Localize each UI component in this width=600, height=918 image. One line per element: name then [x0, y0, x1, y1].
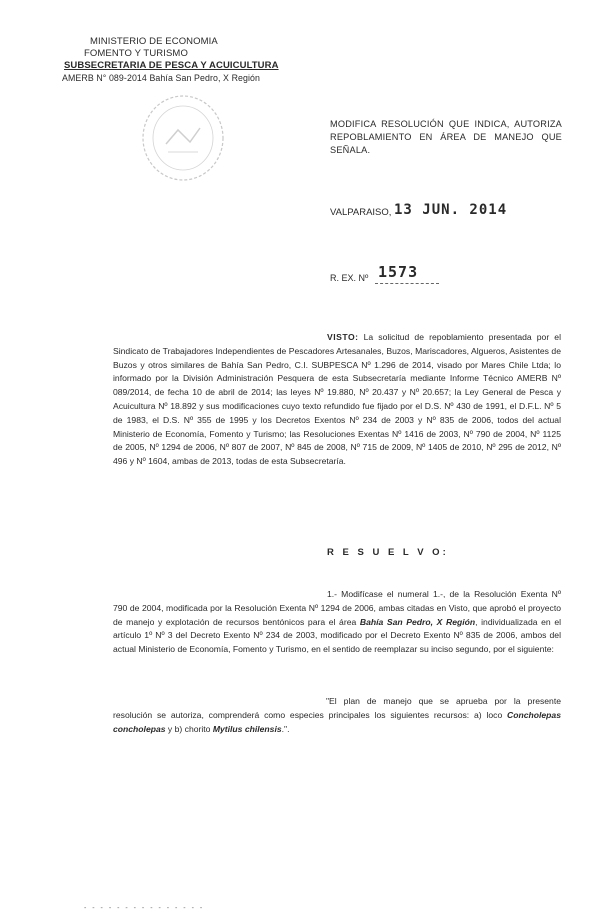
item1-text-b: , individualizada en el artículo 1º Nº 3 del Decreto Exento Nº 234 de 2003, modificado por el Decreto Exento Nº 835 de 2006, ambos del actual Ministerio de Economía, Fomento y Turismo, en el sentido de reemplazar su inciso segundo, por el siguiente:	[113, 616, 562, 655]
visto-paragraph	[113, 331, 561, 469]
resolution-label: R. EX. Nº	[330, 273, 369, 283]
resolution-item-1	[113, 588, 561, 657]
quoted-replacement	[113, 695, 561, 736]
visto-keyword: VISTO:	[327, 332, 359, 342]
date-label: VALPARAISO,	[330, 207, 392, 218]
ministry-header	[62, 36, 302, 84]
official-stamp	[138, 92, 228, 184]
resolution-underline	[375, 283, 439, 284]
subsecretaria-name: SUBSECRETARIA DE PESCA Y ACUICULTURA	[64, 60, 279, 71]
item1-text-a: 1.- Modifícase el numeral 1.-, de la Resolución Exenta Nº 790 de 2004, modificada por la Resolución Exenta Nº 1294 de 2006, ambas citadas en Visto, que aprobó el proyecto de manejo y explotación de recursos bentónicos para el área	[113, 589, 561, 627]
resuelvo-heading: R E S U E L V O:	[327, 547, 449, 558]
ministry-name: MINISTERIO DE ECONOMIA	[90, 36, 218, 47]
footer-marks: - - - - - - - - - - - - - - -	[84, 905, 205, 912]
species-concholepas: Concholepas concholepas	[113, 709, 561, 734]
quote-text-a: "El plan de manejo que se aprueba por la presente resolución se autoriza, comprenderá como especies principales los siguientes recursos: a) loco	[113, 696, 561, 720]
date-stamp: 13 JUN. 2014	[394, 202, 508, 218]
ministry-subtitle: FOMENTO Y TURISMO	[84, 48, 188, 59]
document-subject: MODIFICA RESOLUCIÓN QUE INDICA, AUTORIZA REPOBLAMIENTO EN ÁREA DE MANEJO QUE SEÑALA.	[330, 119, 562, 155]
resolution-number: 1573	[378, 263, 419, 281]
amerb-reference: AMERB N° 089-2014 Bahía San Pedro, X Región	[62, 73, 261, 83]
visto-text: La solicitud de repoblamiento presentada por el Sindicato de Trabajadores Independientes de Pescadores Artesanales, Buzos, Mariscadores, Algueros, Asistentes de Buzos y otros similares de Bahía San Pedro, C.I. SUBPESCA Nº 1.296 de 2014, visado por Mares Chile Ltda; lo informado por la División Administración Pesquera de esta Subsecretaría mediante Informe Técnico AMERB Nº 089/2014, de fecha 10 de abril de 2014; las leyes Nº 19.880, Nº 20.437 y Nº 20.657; la Ley General de Pesca y Acuicultura Nº 18.892 y sus modificaciones cuyo texto refundido fue fijado por el D.S. Nº 430 de 1991, el D.F.L. Nº 5 de 1983, el D.S. Nº 355 de 1995 y los Decretos Exentos Nº 234 de 2003 y Nº 835 de 2006, todos del actual Ministerio de Economía, Fomento y Turismo; las Resoluciones Exentas Nº 1416 de 2003, Nº 790 de 2004, Nº 1125 de 2005, Nº 1294 de 2006, Nº 807 de 2007, Nº 845 de 2008, Nº 715 de 2009, Nº 1405 de 2010, Nº 295 de 2012, Nº 496 y Nº 1604, ambas de 2013, todas de esta Subsecretaría.	[113, 332, 561, 467]
item1-place: Bahía San Pedro, X Región	[359, 616, 476, 627]
species-mytilus: Mytilus chilensis	[212, 723, 282, 734]
quote-text-b: y b) chorito	[165, 723, 213, 734]
quote-text-c: .".	[281, 723, 290, 734]
